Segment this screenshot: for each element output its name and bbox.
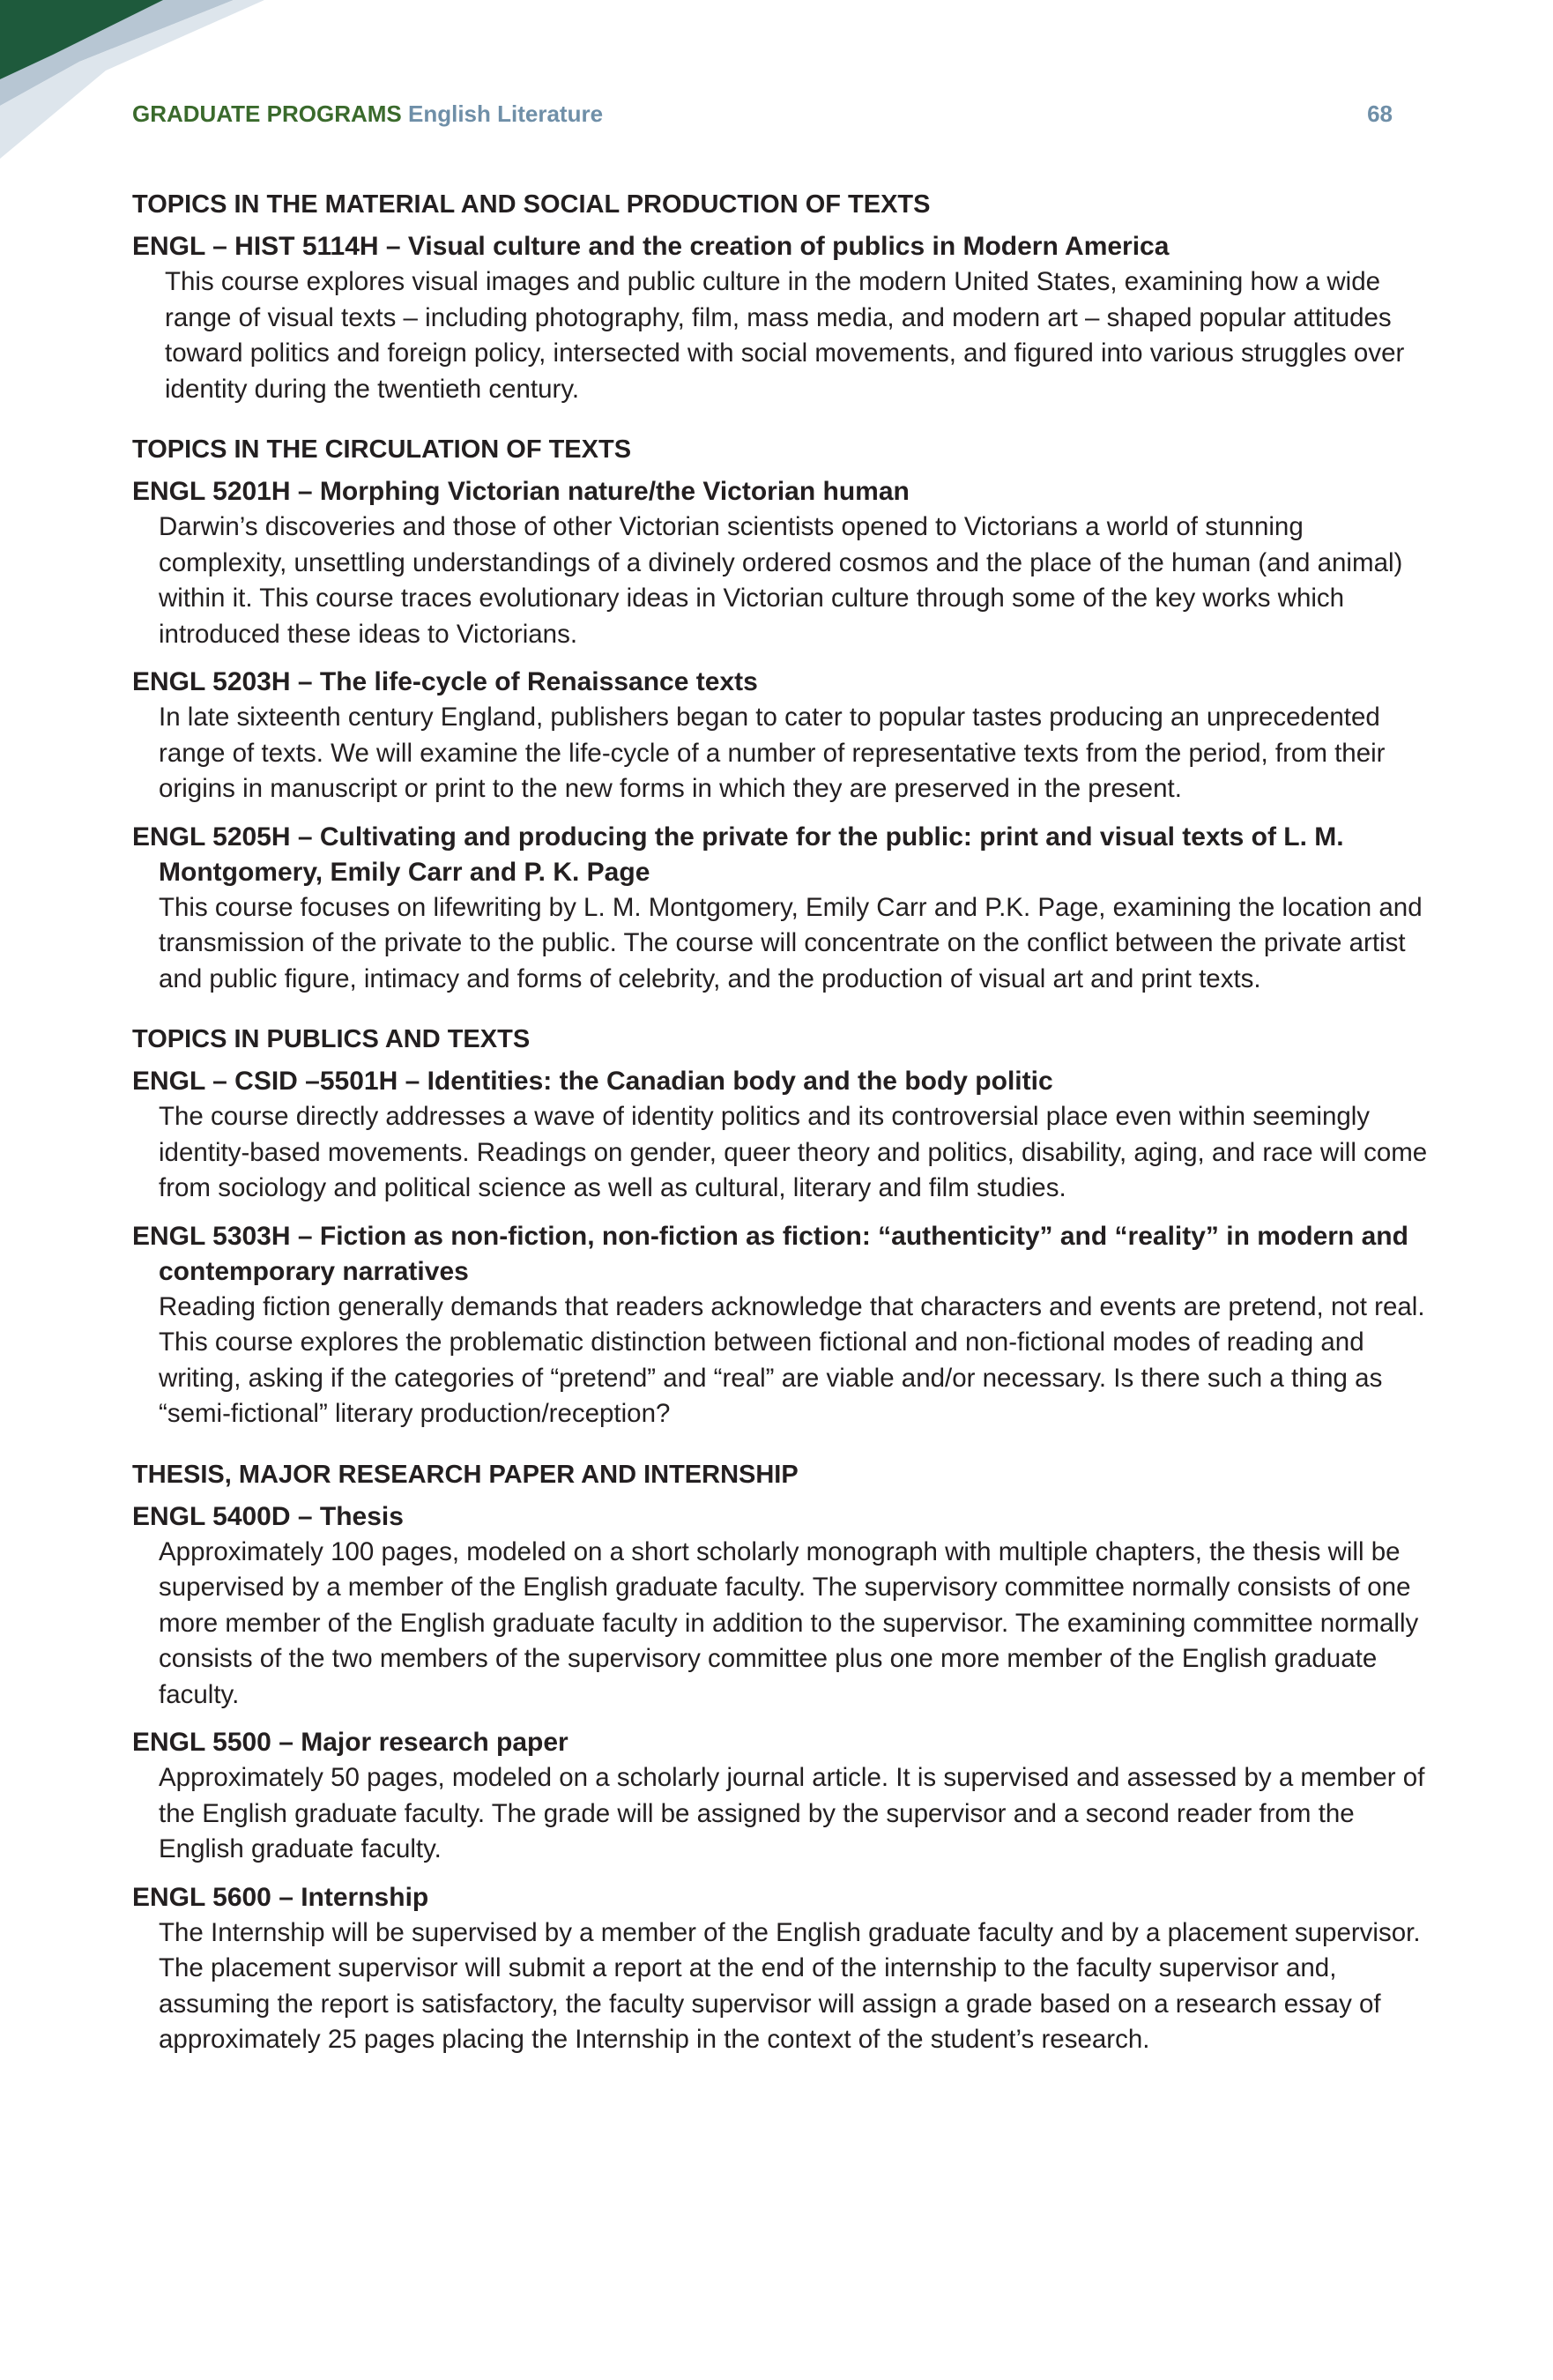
course-entry bbox=[132, 1064, 1428, 1207]
page-header bbox=[132, 100, 1393, 136]
course-title: ENGL – CSID –5501H – Identities: the Canadian body and the body politic bbox=[132, 1067, 1053, 1096]
course-title: ENGL 5500 – Major research paper bbox=[132, 1728, 568, 1757]
course-title: ENGL 5203H – The life-cycle of Renaissance texts bbox=[132, 667, 758, 696]
course-description: The Internship will be supervised by a member of the English graduate faculty and by a placement supervisor. The placement supervisor will submit a report at the end of the internship to the faculty supervisor and, assuming the report is satisfactory, the faculty supervisor will assign a grade based on a research essay of approximately 25 pages placing the Internship in the context of the student’s research. bbox=[159, 1917, 1421, 2054]
course-description: Reading fiction generally demands that readers acknowledge that characters and events are pretend, not real. This course explores the problematic distinction between fictional and non-fictional modes of reading and writing, asking if the categories of “pretend” and “real” are viable and/or necessary. Is there such a thing as “semi-fictional” literary production/reception? bbox=[159, 1291, 1425, 1428]
program-label: English Literature bbox=[407, 100, 604, 127]
course-entry bbox=[132, 1499, 1428, 1714]
section-title: TOPICS IN THE CIRCULATION OF TEXTS bbox=[132, 435, 632, 464]
section-thesis-research-internship bbox=[132, 1457, 1428, 2058]
course-listing bbox=[132, 187, 1428, 2083]
course-entry bbox=[132, 1725, 1428, 1868]
course-title: ENGL – HIST 5114H – Visual culture and the creation of publics in Modern America bbox=[132, 232, 1170, 261]
course-title: ENGL 5201H – Morphing Victorian nature/the Victorian human bbox=[132, 477, 910, 506]
course-description: This course explores visual images and public culture in the modern United States, examining how a wide range of visual texts – including photography, film, mass media, and modern art – shaped popular attitudes toward politics and foreign policy, intersected with social movements, and figured into various struggles over identity during the twentieth century. bbox=[165, 267, 1405, 404]
course-description: Darwin’s discoveries and those of other Victorian scientists opened to Victorians a world of stunning complexity, unsettling understandings of a divinely ordered cosmos and the place of the human (and animal) within it. This course traces evolutionary ideas in Victorian culture through some of the key works which introduced these ideas to Victorians. bbox=[159, 512, 1403, 649]
course-description: The course directly addresses a wave of identity politics and its controversial place even within seemingly identity-based movements. Readings on gender, queer theory and politics, disability, aging, and race will come from sociology and political science as well as cultural, literary and film studies. bbox=[159, 1102, 1428, 1202]
section-title: TOPICS IN PUBLICS AND TEXTS bbox=[132, 1025, 531, 1053]
course-description: Approximately 100 pages, modeled on a short scholarly monograph with multiple chapters, the thesis will be supervised by a member of the English graduate faculty. The supervisory committee normally consists of one more member of the English graduate faculty in addition to the supervisor. The examining committee normally consists of the two members of the supervisory committee plus one more member of the English graduate faculty. bbox=[159, 1536, 1419, 1709]
course-entry bbox=[132, 1219, 1428, 1432]
course-entry bbox=[132, 229, 1428, 407]
course-title: ENGL 5600 – Internship bbox=[132, 1882, 429, 1912]
course-entry bbox=[132, 474, 1428, 652]
page-number: 68 bbox=[1367, 100, 1393, 127]
section-title: TOPICS IN THE MATERIAL AND SOCIAL PRODUCTION OF TEXTS bbox=[132, 190, 931, 219]
section-circulation-of-texts bbox=[132, 432, 1428, 997]
course-description: Approximately 50 pages, modeled on a scholarly journal article. It is supervised and assessed by a member of the English graduate faculty. The grade will be assigned by the supervisor and a second reader from the English graduate faculty. bbox=[159, 1763, 1425, 1863]
section-publics-and-texts bbox=[132, 1022, 1428, 1432]
course-title: ENGL 5205H – Cultivating and producing the private for the public: print and visual texts of L. M. Montgomery, Emily Carr and P. K. Page bbox=[132, 822, 1344, 887]
department-label: GRADUATE PROGRAMS bbox=[132, 100, 402, 127]
section-material-social-production bbox=[132, 187, 1428, 407]
course-title: ENGL 5303H – Fiction as non-fiction, non-fiction as fiction: “authenticity” and “reality” in modern and contemporary narratives bbox=[132, 1221, 1408, 1286]
course-description: In late sixteenth century England, publishers began to cater to popular tastes producing an unprecedented range of texts. We will examine the life-cycle of a number of representative texts from the period, from their origins in manuscript or print to the new forms in which they are preserved in the present. bbox=[159, 703, 1386, 803]
course-description: This course focuses on lifewriting by L. M. Montgomery, Emily Carr and P.K. Page, examining the location and transmission of the private to the public. The course will concentrate on the conflict between the private artist and public figure, intimacy and forms of celebrity, and the production of visual art and print texts. bbox=[159, 892, 1423, 993]
course-entry bbox=[132, 665, 1428, 807]
course-entry bbox=[132, 1880, 1428, 2058]
course-title: ENGL 5400D – Thesis bbox=[132, 1501, 404, 1531]
section-title: THESIS, MAJOR RESEARCH PAPER AND INTERNSHIP bbox=[132, 1460, 799, 1489]
course-entry bbox=[132, 820, 1428, 998]
